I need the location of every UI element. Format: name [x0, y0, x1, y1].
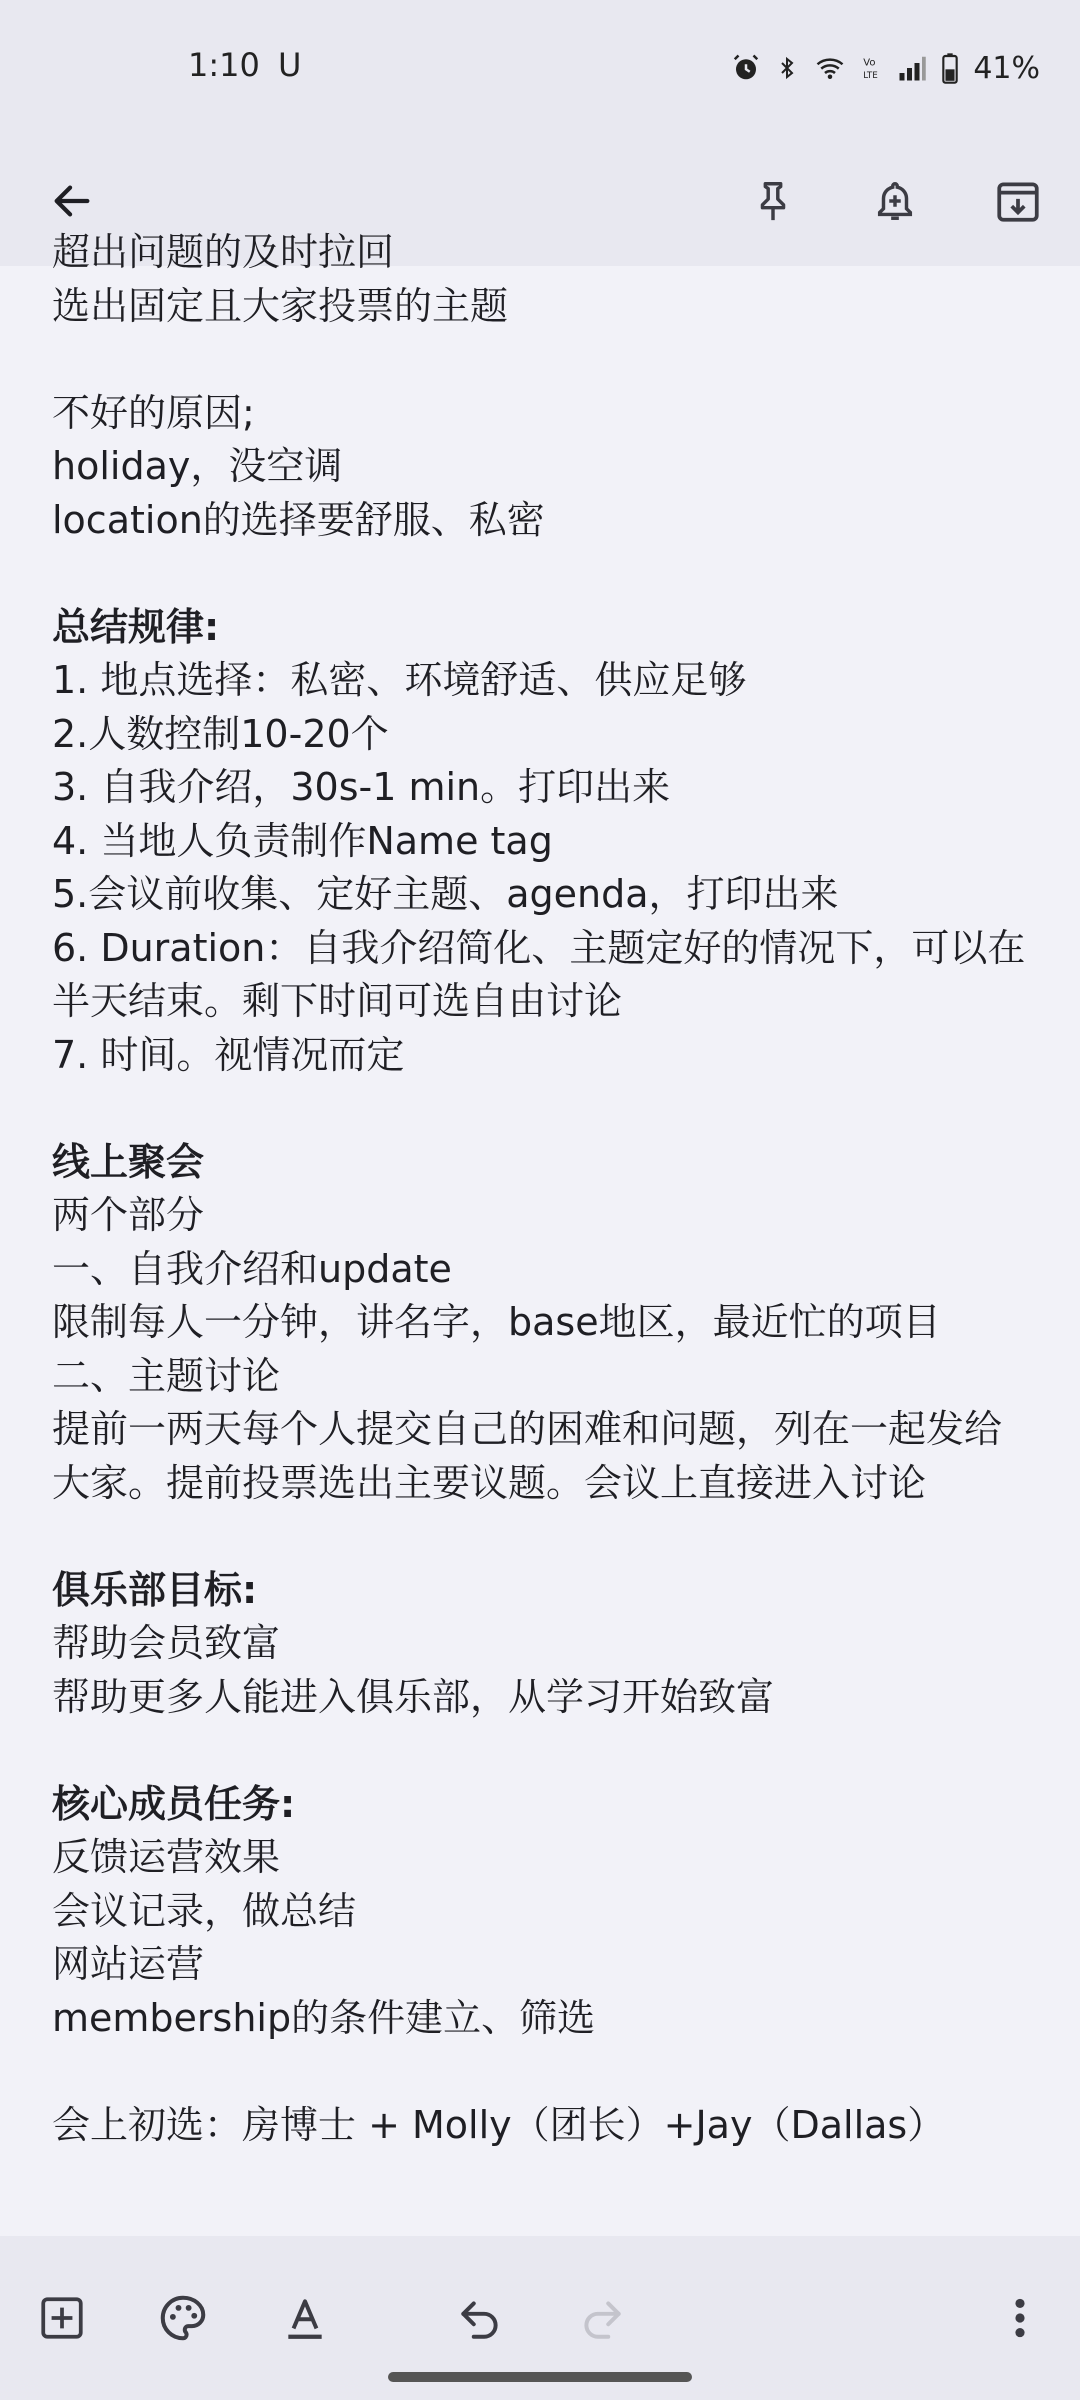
- svg-text:Vo: Vo: [863, 57, 876, 69]
- add-content-button[interactable]: [22, 2278, 102, 2358]
- note-line[interactable]: 半天结束。剩下时间可选自由讨论: [52, 979, 623, 1023]
- wifi-icon: [813, 53, 847, 83]
- note-line[interactable]: 不好的原因;: [52, 390, 255, 435]
- note-line[interactable]: 两个部分: [52, 1193, 205, 1237]
- note-line[interactable]: 提前一两天每个人提交自己的困难和问题，列在一起发给: [52, 1407, 1003, 1451]
- note-heading-line[interactable]: 线上聚会: [52, 1139, 205, 1184]
- palette-icon: [156, 2291, 210, 2345]
- note-line[interactable]: 帮助会员致富: [52, 1621, 281, 1665]
- note-line[interactable]: 4. 当地人负责制作Name tag: [52, 818, 553, 863]
- undo-icon: [455, 2293, 505, 2343]
- note-line[interactable]: 3. 自我介绍，30s-1 min。打印出来: [52, 765, 671, 809]
- status-bar: [0, 0, 1080, 136]
- note-line[interactable]: [52, 547, 1052, 601]
- signal-icon: [897, 53, 927, 83]
- svg-text:LTE: LTE: [863, 71, 879, 81]
- archive-icon: [993, 176, 1043, 226]
- note-line[interactable]: membership的条件建立、筛选: [52, 1995, 596, 2040]
- battery-icon: [941, 52, 959, 84]
- text-format-button[interactable]: [265, 2278, 345, 2358]
- note-line[interactable]: holiday，没空调: [52, 444, 343, 488]
- note-line[interactable]: location的选择要舒服、私密: [52, 497, 545, 542]
- note-line[interactable]: [52, 2045, 1052, 2099]
- more-vert-icon: [1010, 2293, 1030, 2343]
- carrier-glyph: U: [278, 46, 302, 84]
- note-line[interactable]: 网站运营: [52, 1942, 205, 1986]
- back-arrow-icon: [49, 178, 95, 224]
- battery-percent: 41%: [973, 50, 1040, 86]
- redo-icon: [577, 2293, 627, 2343]
- pin-icon: [750, 175, 796, 227]
- gesture-handle[interactable]: [388, 2372, 692, 2382]
- note-line[interactable]: 二、主题讨论: [52, 1353, 281, 1398]
- add-box-icon: [37, 2293, 87, 2343]
- note-lines[interactable]: [52, 226, 1052, 2152]
- note-line[interactable]: 帮助更多人能进入俱乐部，从学习开始致富: [52, 1674, 775, 1719]
- note-line[interactable]: 超出问题的及时拉回: [52, 230, 395, 274]
- note-line[interactable]: 1. 地点选择：私密、环境舒适、供应足够: [52, 658, 747, 702]
- undo-button[interactable]: [440, 2278, 520, 2358]
- note-line[interactable]: 6. Duration：自我介绍简化、主题定好的情况下，可以在: [52, 925, 1026, 970]
- note-line[interactable]: [52, 333, 1052, 387]
- status-icons: [731, 46, 1040, 90]
- note-line[interactable]: 5.会议前收集、定好主题、agenda，打印出来: [52, 872, 839, 916]
- note-line[interactable]: [52, 1510, 1052, 1564]
- note-line[interactable]: [52, 1724, 1052, 1778]
- note-line[interactable]: [52, 1082, 1052, 1136]
- note-line[interactable]: 会议记录，做总结: [52, 1888, 357, 1933]
- redo-button[interactable]: [562, 2278, 642, 2358]
- alarm-icon: [731, 53, 761, 83]
- note-body[interactable]: [52, 230, 1052, 2236]
- note-line[interactable]: 反馈运营效果: [52, 1835, 281, 1879]
- note-line[interactable]: 限制每人一分钟，讲名字，base地区，最近忙的项目: [52, 1300, 941, 1344]
- note-line[interactable]: 选出固定且大家投票的主题: [52, 283, 509, 328]
- note-line[interactable]: 会上初选：房博士 + Molly（团长）+Jay（Dallas）: [52, 2102, 946, 2147]
- note-heading-line[interactable]: 核心成员任务:: [52, 1781, 296, 1826]
- volte-icon: [861, 53, 883, 83]
- note-heading-line[interactable]: 总结规律:: [52, 604, 220, 649]
- note-line[interactable]: 2.人数控制10-20个: [52, 711, 389, 756]
- text-format-icon: [280, 2291, 330, 2345]
- more-options-button[interactable]: [980, 2278, 1060, 2358]
- background-color-button[interactable]: [143, 2278, 223, 2358]
- bluetooth-icon: [775, 53, 799, 83]
- note-heading-line[interactable]: 俱乐部目标:: [52, 1567, 258, 1612]
- status-time: 1:10: [188, 46, 260, 84]
- note-line[interactable]: 7. 时间。视情况而定: [52, 1032, 405, 1077]
- reminder-bell-icon: [872, 175, 918, 227]
- note-line[interactable]: 一、自我介绍和update: [52, 1246, 452, 1291]
- note-line[interactable]: 大家。提前投票选出主要议题。会议上直接进入讨论: [52, 1460, 927, 1505]
